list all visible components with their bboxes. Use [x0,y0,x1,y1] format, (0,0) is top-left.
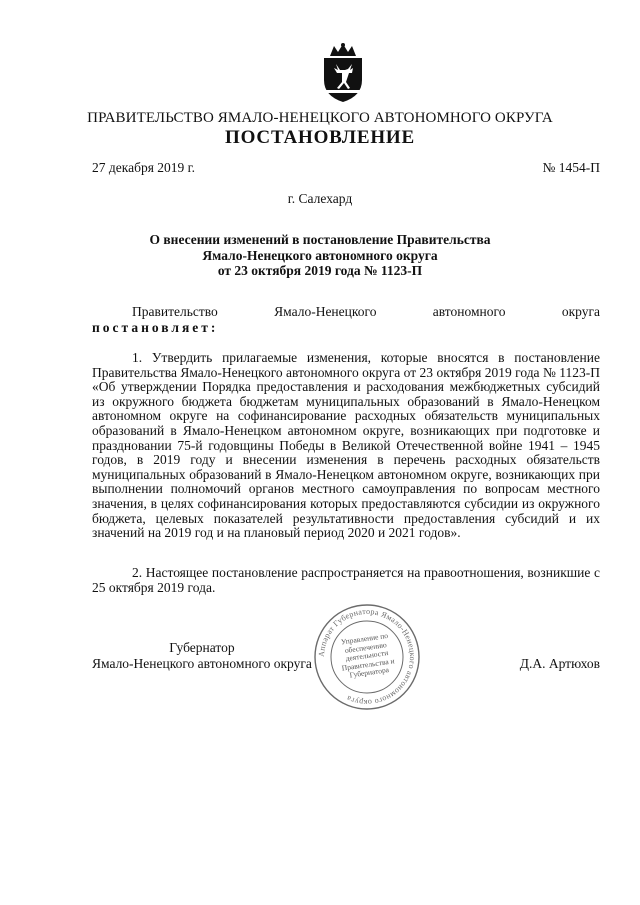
preamble-word: округа [561,304,600,319]
preamble [92,304,600,320]
subject-line: от 23 октября 2019 года № 1123-П [217,263,423,278]
preamble-word: автономного [432,304,506,319]
subject-line: О внесении изменений в постановление Правительства [149,232,491,247]
preamble-word: Ямало-Ненецкого [274,304,377,319]
subject-line: Ямало-Ненецкого автономного округа [202,247,438,263]
document-number: № 1454-П [542,160,600,175]
signer-title-line: Ямало-Ненецкого автономного округа [92,656,312,671]
preamble-word: Правительство [132,304,218,319]
signer-name: Д.А. Артюхов [519,656,600,671]
document-subject [120,232,520,279]
body-paragraph: 2. Настоящее постановление распространяется на правоотношения, возникшие с 25 октября 2019 года. [92,565,600,595]
document-city: г. Салехард [287,191,353,206]
coat-of-arms-emblem [318,42,368,104]
document-type: ПОСТАНОВЛЕНИЕ [225,127,415,148]
preamble-verb: постановляет: [92,320,219,335]
stamp-inner-text: Управление по обеспечению деятельности Правительства и Губернатора [340,630,395,680]
body-paragraph: 1. Утвердить прилагаемые изменения, которые вносятся в постановление Правительства Ямало-Ненецкого автономного округа от 23 октября 2019 года № 1123-П «Об утверждении Порядка предоставления и расходования межбюджетных субсидий из окружного бюджета бюджетам муниципальных образований в Ямало-Ненецком автономном округе на софинансирование расходных обязательств муниципальных образований в Ямало-Ненецком автономном округе, возникающих при подготовке и праздновании 75-й годовщины Победы в Великой Отечественной войне 1941 – 1945 годов, в 2019 году и внесении изменения в перечень расходных обязательств муниципальных образований в Ямало-Ненецком автономном округе, возникающих при выполнении полномочий органов местного самоуправления по вопросам местного значения, в целях софинансирования которых предоставляются субсидии из окружного бюджета, целевых показателей результативности предоставления субсидий и их значений на 2019 год и на плановый период 2020 и 2021 годов». [92,350,600,541]
government-name: ПРАВИТЕЛЬСТВО ЯМАЛО-НЕНЕЦКОГО АВТОНОМНОГО ОКРУГА [87,110,553,126]
signer-title [92,640,312,672]
document-date: 27 декабря 2019 г. [92,160,196,175]
stamp-ring-text: Аппарат Губернатора Ямало-Ненецкого автономного округа [316,606,418,708]
signer-title-line: Губернатор [169,640,235,655]
